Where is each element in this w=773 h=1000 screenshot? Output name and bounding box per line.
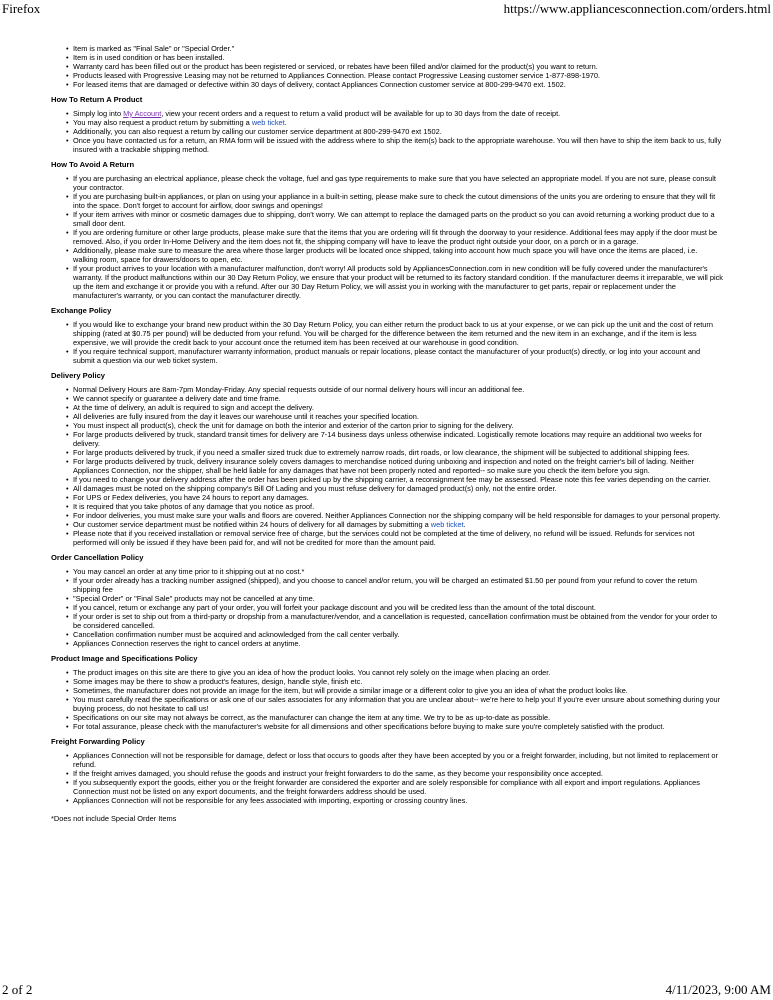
list-item: • You may also request a product return by submitting a web ticket. <box>73 118 723 127</box>
list-item: • Please note that if you received installation or removal service free of charge, but the services could not be completed at the time of delivery, no refund will be issued. Refunds for services not performed will only be issued if they have been paid for, and will not be credited for more than the amount paid. <box>73 529 723 547</box>
list-item: • You may cancel an order at any time prior to it shipping out at no cost.* <box>73 567 723 576</box>
freight-section <box>51 737 723 805</box>
section-heading: Product Image and Specifications Policy <box>51 654 198 663</box>
list-item: • Item is in used condition or has been installed. <box>73 53 723 62</box>
return-exclusions-list <box>51 44 723 89</box>
list-item: • All deliveries are fully insured from the day it leaves our warehouse until it reaches your specified location. <box>73 412 723 421</box>
list-item: • If you are purchasing an electrical appliance, please check the voltage, fuel and gas type requirements to make sure that you have selected an appropriate model. If you are not sure, please consult your contractor. <box>73 174 723 192</box>
policy-content <box>51 44 723 823</box>
section-heading: How To Avoid A Return <box>51 160 135 169</box>
list-item: • If you cancel, return or exchange any part of your order, you will forfeit your package discount and you will be credited less than the amount of the total discount. <box>73 603 723 612</box>
print-footer <box>0 982 773 1000</box>
print-timestamp: 4/11/2023, 9:00 AM <box>665 982 771 997</box>
my-account-link[interactable]: My Account <box>123 109 162 118</box>
list-item: • If you are purchasing built-in appliances, or plan on using your appliance in a built-in setting, please make sure to check the cutout dimensions of the units you are ordering to ensure that they will fit into the space. Don't forget to account for airflow, door swings and openings! <box>73 192 723 210</box>
list-item: • Cancellation confirmation number must be acquired and acknowledged from the call center verbally. <box>73 630 723 639</box>
list-item: • Additionally, you can also request a return by calling our customer service department at 800-299-9470 ext 1502. <box>73 127 723 136</box>
exchange-section <box>51 306 723 365</box>
section-heading: How To Return A Product <box>51 95 143 104</box>
list-item: • You must inspect all product(s), check the unit for damage on both the interior and exterior of the carton prior to signing for the delivery. <box>73 421 723 430</box>
list-item: • If your item arrives with minor or cosmetic damages due to shipping, don't worry. We can attempt to replace the damaged parts on the product so you can avoid returning a working product due to a small door dent. <box>73 210 723 228</box>
list-item: • Sometimes, the manufacturer does not provide an image for the item, but will provide a similar image or a different color to give you an idea of what the product looks like. <box>73 686 723 695</box>
list-item: • If you would like to exchange your brand new product within the 30 Day Return Policy, you can either return the product back to us at your expense, or we can pick up the unit and the cost of return shipping (rated at $0.75 per pound) will be deducted from your refund. You will be charged for the difference between the item returned and the new item in an exchange, and if the item is less expensive, we will provide the credit back to your account once the returned item has been received at our warehouse in good condition. <box>73 320 723 347</box>
list-item: • Normal Delivery Hours are 8am-7pm Monday-Friday. Any special requests outside of our normal delivery hours will incur an additional fee. <box>73 385 723 394</box>
list-item: • For total assurance, please check with the manufacturer's website for all dimensions and other specifications before buying to make sure you're completely satisfied with the product. <box>73 722 723 731</box>
list-item: • Additionally, please make sure to measure the area where those larger products will be located once shipped, taking into account how much space you will have once the items are placed, i.e. walking room, space for drawers/doors to open, etc. <box>73 246 723 264</box>
list-item: • Once you have contacted us for a return, an RMA form will be issued with the address where to ship the item(s) back to the appropriate warehouse. You will then have to ship the item back to us, fully insured with a trackable shipping method. <box>73 136 723 154</box>
page-url: https://www.appliancesconnection.com/orders.html <box>503 1 771 16</box>
list-item: • For UPS or Fedex deliveries, you have 24 hours to report any damages. <box>73 493 723 502</box>
section-heading: Exchange Policy <box>51 306 112 315</box>
list-item: • For indoor deliveries, you must make sure your walls and floors are covered. Neither Appliances Connection nor the shipping company will be held responsible for damages to your personal property. <box>73 511 723 520</box>
list-item: • Appliances Connection will not be responsible for damage, defect or loss that occurs to goods after they have been accepted by you or a freight forwarder, including, but not limited to replacement or refund. <box>73 751 723 769</box>
list-item: • Specifications on our site may not always be correct, as the manufacturer can change the item at any time. We try to be as up-to-date as possible. <box>73 713 723 722</box>
browser-name: Firefox <box>2 1 41 16</box>
delivery-section <box>51 371 723 547</box>
list-item: • If your order is set to ship out from a third-party or dropship from a manufacturer/vendor, and a cancellation is requested, cancellation confirmation must be obtained from the vendor for your order to be considered cancelled. <box>73 612 723 630</box>
list-item: • Item is marked as "Final Sale" or "Special Order." <box>73 44 723 53</box>
list-item: • At the time of delivery, an adult is required to sign and accept the delivery. <box>73 403 723 412</box>
list-item: • For large products delivered by truck, standard transit times for delivery are 7-14 business days unless otherwise indicated. Logistically remote locations may require an additional two weeks for delivery. <box>73 430 723 448</box>
page-number: 2 of 2 <box>2 982 33 997</box>
footnote: *Does not include Special Order Items <box>51 814 177 823</box>
list-item: • If you are ordering furniture or other large products, please make sure that the items that you are ordering will fit through the doorway to your residence. Additional fees may apply if the door must be removed. Also, if you order In-Home Delivery and the item does not fit, the shipping company will have to leave the product right outside your door, on a porch or in a garage. <box>73 228 723 246</box>
list-item: • For large products delivered by truck, if you need a smaller sized truck due to extremely narrow roads, dirt roads, or low clearance, the shipment will be subjected to additional shipping fees. <box>73 448 723 457</box>
list-item: • The product images on this site are there to give you an idea of how the product looks. You cannot rely solely on the image when placing an order. <box>73 668 723 677</box>
section-heading: Order Cancellation Policy <box>51 553 144 562</box>
list-item: • Products leased with Progressive Leasing may not be returned to Appliances Connection. Please contact Progressive Leasing customer service 1-877-898-1970. <box>73 71 723 80</box>
list-item: • Simply log into My Account, view your recent orders and a request to return a valid product will be available for up to 30 days from the date of receipt. <box>73 109 723 118</box>
section-heading: Freight Forwarding Policy <box>51 737 145 746</box>
list-item: • Our customer service department must be notified within 24 hours of delivery for all damages by submitting a web ticket. <box>73 520 723 529</box>
product-image-section <box>51 654 723 731</box>
list-item: • We cannot specify or guarantee a delivery date and time frame. <box>73 394 723 403</box>
list-item: • If you subsequently export the goods, either you or the freight forwarder are considered the exporter and are solely responsible for compliance with all export and import regulations. Appliances Connection must not be listed on any export documents, and the freight forwarders address should be used. <box>73 778 723 796</box>
list-item: • For large products delivered by truck, delivery insurance solely covers damages to merchandise noticed during unboxing and inspection and noted on the freight carrier's bill of lading. Neither Appliances Connection, nor the shipper, shall be held liable for any damages that have not been properly noted and reported-- so make sure you check the item before you sign. <box>73 457 723 475</box>
list-item: • "Special Order" or "Final Sale" products may not be cancelled at any time. <box>73 594 723 603</box>
how-to-avoid-section <box>51 160 723 300</box>
list-item: • If the freight arrives damaged, you should refuse the goods and instruct your freight forwarders to do the same, as they become your responsibility once accepted. <box>73 769 723 778</box>
how-to-return-section <box>51 95 723 154</box>
list-item: • For leased items that are damaged or defective within 30 days of delivery, contact Appliances Connection customer service at 800-299-9470 ext. 1502. <box>73 80 723 89</box>
list-item: • Some images may be there to show a product's features, design, handle style, finish etc. <box>73 677 723 686</box>
web-ticket-link[interactable]: web ticket <box>430 520 464 529</box>
list-item: • If you need to change your delivery address after the order has been picked up by the shipping carrier, a reconsignment fee may be assessed. Please note this fee varies depending on the carrier. <box>73 475 723 484</box>
web-ticket-link[interactable]: web ticket <box>251 118 285 127</box>
list-item: • If you require technical support, manufacturer warranty information, product manuals or repair locations, please contact the manufacturer of your product(s) directly, or log into your account and submit a question via our web ticket system. <box>73 347 723 365</box>
list-item: • Warranty card has been filled out or the product has been registered or serviced, or rebates have been filled and/or claimed for the product(s) you want to return. <box>73 62 723 71</box>
print-header <box>0 0 773 18</box>
list-item: • Appliances Connection will not be responsible for any fees associated with importing, exporting or crossing country lines. <box>73 796 723 805</box>
list-item: • It is required that you take photos of any damage that you notice as proof. <box>73 502 723 511</box>
list-item: • All damages must be noted on the shipping company's Bill Of Lading and you must refuse delivery for damaged product(s) only, not the entire order. <box>73 484 723 493</box>
list-item: • If your order already has a tracking number assigned (shipped), and you choose to cancel and/or return, you will be charged an estimated $1.50 per pound from your refund to cover the return shipping fee <box>73 576 723 594</box>
list-item: • You must carefully read the specifications or ask one of our sales associates for any information that you are unclear about-- we're here to help you! If you're ever unsure about something during your buying process, do not hesitate to call us! <box>73 695 723 713</box>
list-item: • If your product arrives to your location with a manufacturer malfunction, don't worry! All products sold by AppliancesConnection.com in new condition will be fully covered under the manufacturer's warranty. If the product malfunctions within our 30 Day Return Policy, we ensure that your product will be returned to its factory standard condition. If the manufacturer deems it irreparable, we will pick up the item and exchange it or provide you with a refund. After our 30 Day Return Policy, we will assist you in working with the manufacturer to get parts, repair or replacement under the manufacturer's warranty, or you can contact the manufacturer directly. <box>73 264 723 300</box>
cancellation-section <box>51 553 723 648</box>
section-heading: Delivery Policy <box>51 371 106 380</box>
list-item: • Appliances Connection reserves the right to cancel orders at anytime. <box>73 639 723 648</box>
